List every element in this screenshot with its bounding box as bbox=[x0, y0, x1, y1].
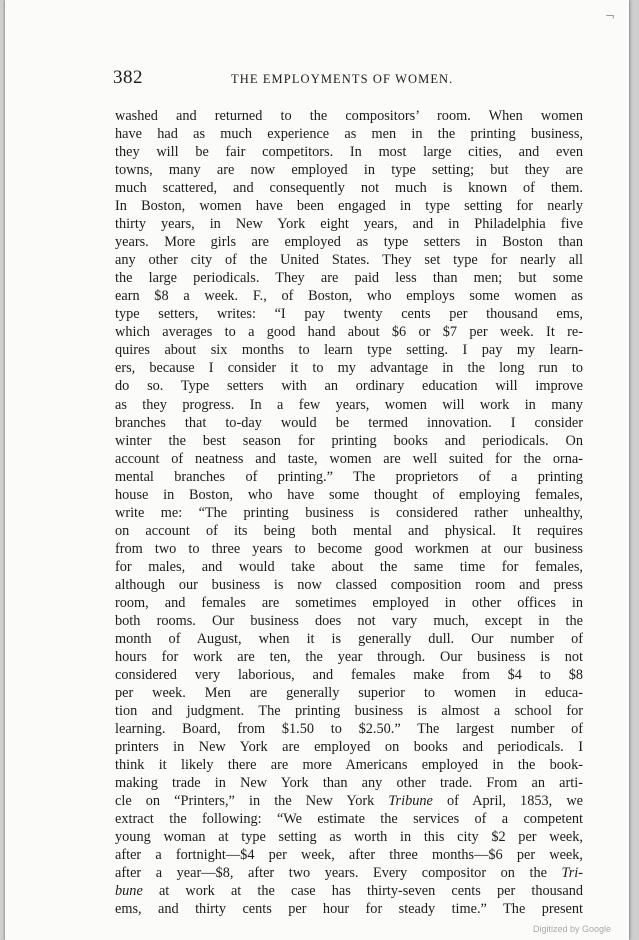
text-line: towns, many are now employed in type setting; but they are bbox=[115, 162, 583, 179]
text-line: learning. Board, from $1.50 to $2.50.” The largest number of bbox=[115, 721, 583, 738]
text-line: although our business is now classed composition room and press bbox=[115, 576, 583, 593]
text-line: ems, and thirty cents per hour for steady time.” The present bbox=[115, 901, 583, 918]
text-line: hours for work are ten, the year through. Our business is not bbox=[115, 648, 583, 665]
text-line: they will be fair competitors. In most large cities, and even bbox=[115, 144, 583, 161]
text-line: earn $8 a week. F., of Boston, who employs some women as bbox=[115, 288, 583, 305]
text-line: much scattered, and consequently not much is known of them. bbox=[115, 180, 583, 197]
digitized-watermark: Digitized by Google bbox=[532, 924, 611, 934]
text-line: account of neatness and taste, women are well suited for the orna- bbox=[115, 450, 583, 467]
text-line: In Boston, women have been engaged in type setting for nearly bbox=[115, 198, 583, 215]
text-line: as they progress. In a few years, women will work in many bbox=[115, 396, 583, 413]
text-line: extract the following: “We estimate the services of a competent bbox=[115, 811, 583, 828]
text-line: which averages to a good hand about $6 or $7 per week. It re- bbox=[115, 324, 583, 341]
text-line: house in Boston, who have some thought of employing females, bbox=[115, 486, 583, 503]
text-line: quires about six months to learn type setting. I pay my learn- bbox=[115, 342, 583, 359]
text-line: considered very laborious, and females make from $4 to $8 bbox=[115, 666, 583, 683]
text-line: room, and females are sometimes employed in other offices in bbox=[115, 594, 583, 611]
text-line: type setters, writes: “I pay twenty cents per thousand ems, bbox=[115, 306, 583, 323]
text-line: thirty years, in New York eight years, and in Philadelphia five bbox=[115, 216, 583, 233]
text-line: printers in New York are employed on books and periodicals. I bbox=[115, 739, 583, 756]
text-line: write me: “The printing business is considered rather unhealthy, bbox=[115, 504, 583, 521]
text-line: per week. Men are generally superior to women in educa- bbox=[115, 685, 583, 701]
text-line: both rooms. Our business does not vary much, except in the bbox=[115, 612, 583, 629]
text-line: cle on “Printers,” in the New York Tribune of April, 1853, we bbox=[115, 793, 583, 810]
page-corner-mark: ¬ bbox=[605, 9, 616, 23]
text-line: bune at work at the case has thirty-seven cents per thousand bbox=[115, 883, 583, 900]
text-line: winter the best season for printing books and periodicals. On bbox=[115, 432, 583, 449]
text-line: young woman at type setting as worth in this city $2 per week, bbox=[115, 829, 583, 846]
text-line: any other city of the United States. They set type for nearly all bbox=[115, 252, 583, 269]
text-line: after a year—$8, after two years. Every compositor on the Tri- bbox=[115, 865, 583, 882]
text-line: ers, because I consider it to my advantage in the long run to bbox=[115, 360, 583, 377]
text-line: tion and judgment. The printing business is almost a school for bbox=[115, 703, 583, 720]
text-line: for males, and would take about the same time for females, bbox=[115, 558, 583, 575]
text-line: from two to three years to become good workmen at our business bbox=[115, 540, 583, 557]
text-line: have had as much experience as men in the printing business, bbox=[115, 126, 583, 143]
text-line: month of August, when it is generally dull. Our number of bbox=[115, 630, 583, 647]
text-line: the large periodicals. They are paid less than men; but some bbox=[115, 270, 583, 287]
text-line: after a fortnight—$4 per week, after three months—$6 per week, bbox=[115, 847, 583, 864]
running-head: THE EMPLOYMENTS OF WOMEN. bbox=[231, 72, 454, 86]
body-text bbox=[115, 107, 583, 918]
book-page bbox=[5, 0, 629, 940]
text-line: think it likely there are more Americans employed in the book- bbox=[115, 757, 583, 774]
text-line: making trade in New York than any other trade. From an arti- bbox=[115, 775, 583, 792]
text-line: do so. Type setters with an ordinary education will improve bbox=[115, 378, 583, 395]
text-line: years. More girls are employed as type setters in Boston than bbox=[115, 234, 583, 251]
text-line: on account of its being both mental and physical. It requires bbox=[115, 522, 583, 539]
page-header bbox=[113, 67, 581, 89]
text-line: mental branches of printing.” The proprietors of a printing bbox=[115, 468, 583, 485]
text-line: branches that to-day would be termed innovation. I consider bbox=[115, 414, 583, 431]
page-number: 382 bbox=[113, 67, 143, 88]
text-line: washed and returned to the compositors’ room. When women bbox=[115, 108, 583, 124]
